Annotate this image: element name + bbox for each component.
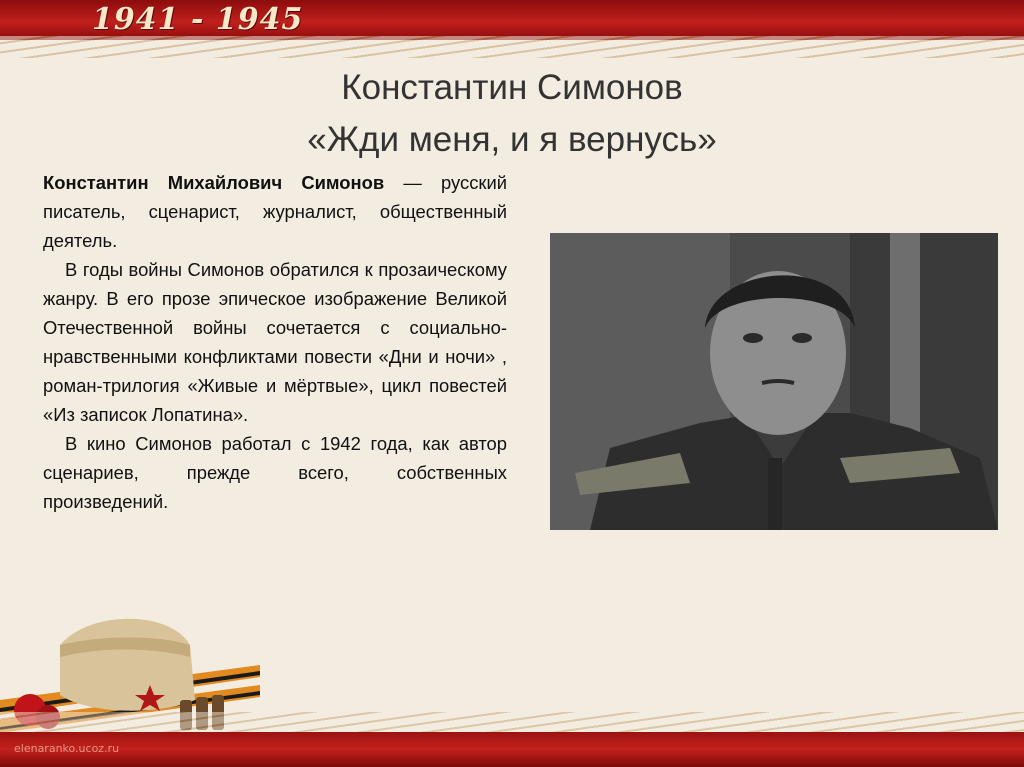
bottom-banner (0, 732, 1024, 767)
author-portrait-photo (550, 233, 998, 530)
top-ribbon-stripes (0, 36, 1024, 58)
site-watermark: elenaranko.ucoz.ru (14, 742, 120, 755)
author-full-name: Константин Михайлович Симонов (43, 172, 385, 193)
intro-rest: — русский писатель, сценарист, журналист, общественный деятель. (43, 172, 507, 251)
title-line-author: Константин Симонов (341, 68, 683, 107)
banner-years: 1941 - 1945 (92, 2, 304, 37)
portrait-illustration (550, 233, 998, 530)
title-line-poem: «Жди меня, и я вернусь» (307, 120, 717, 159)
paragraph-war-prose: В годы войны Симонов обратился к прозаическому жанру. В его прозе эпическое изображение Великой Отечественной войны сочетается с социально-нравственными конфликтами повести «Дни и ночи» , роман-трилогия «Живые и мёртвые», цикл повестей «Из записок Лопатина». (43, 259, 507, 425)
paragraph-cinema: В кино Симонов работал с 1942 года, как автор сценариев, прежде всего, собственных произведений. (43, 433, 507, 512)
paragraph-intro (43, 168, 507, 255)
page-title (0, 62, 1024, 166)
bottom-ribbon-stripes (0, 712, 1024, 734)
biography-text (43, 168, 507, 516)
